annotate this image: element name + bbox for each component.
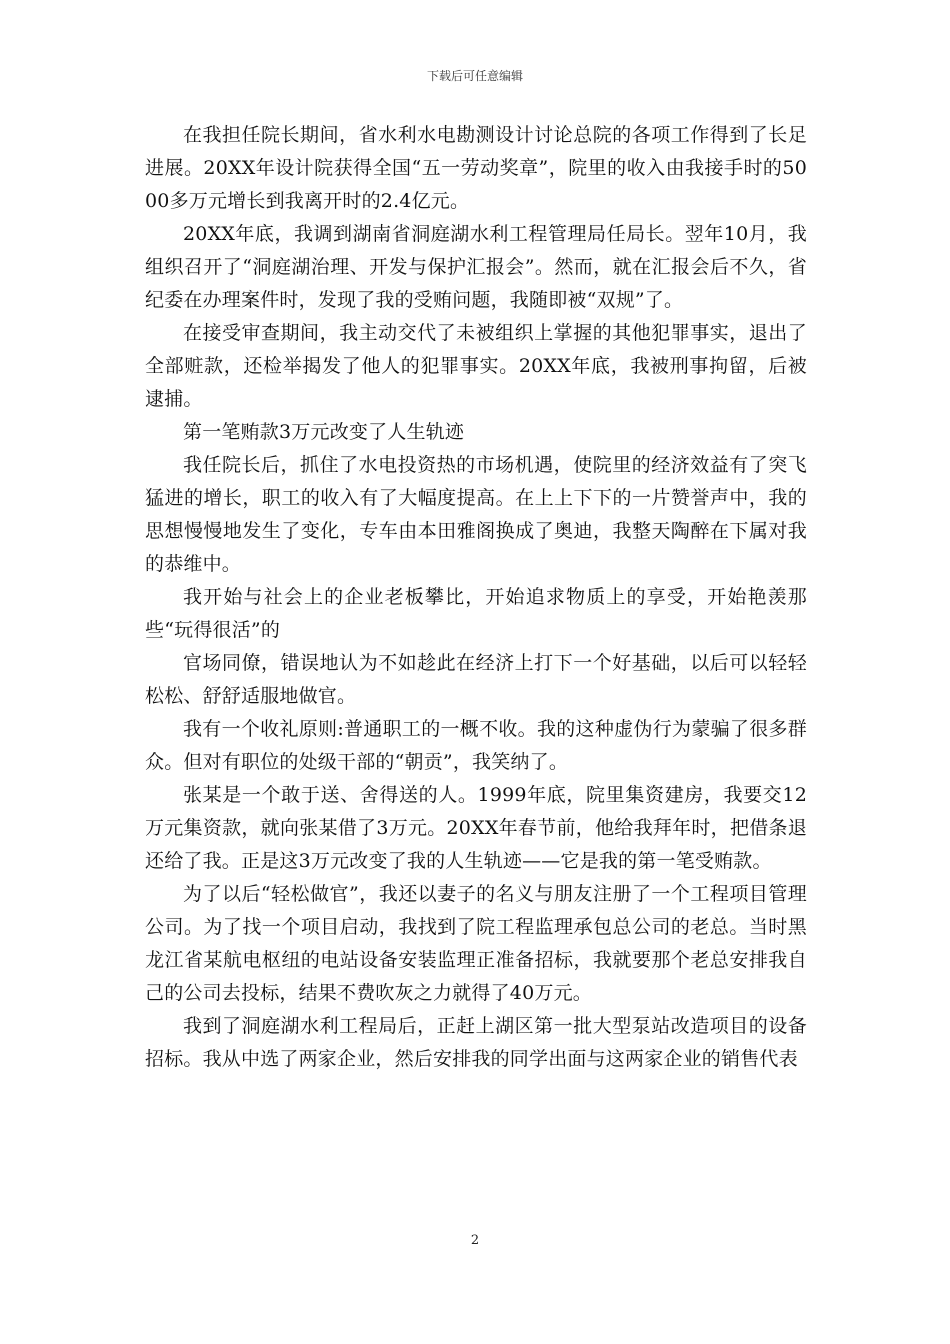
paragraph: 为了以后“轻松做官”，我还以妻子的名义与朋友注册了一个工程项目管理公司。为了找一个项目启动，我找到了院工程监理承包总公司的老总。当时黑龙江省某航电枢纽的电站设备安装监理正准备招标，我就要那个老总安排我自己的公司去投标，结果不费吹灰之力就得了40万元。 bbox=[145, 883, 807, 1004]
section-heading: 第一笔贿款3万元改变了人生轨迹 bbox=[183, 421, 465, 443]
document-body bbox=[145, 119, 807, 1076]
paragraph: 我有一个收礼原则:普通职工的一概不收。我的这种虚伪行为蒙骗了很多群众。但对有职位的处级干部的“朝贡”，我笑纳了。 bbox=[145, 718, 807, 773]
paragraph: 在接受审查期间，我主动交代了未被组织上掌握的其他犯罪事实，退出了全部赃款，还检举揭发了他人的犯罪事实。20XX年底，我被刑事拘留，后被逮捕。 bbox=[145, 322, 807, 410]
paragraph: 在我担任院长期间，省水利水电勘测设计讨论总院的各项工作得到了长足进展。20XX年设计院获得全国“五一劳动奖章”，院里的收入由我接手时的5000多万元增长到我离开时的2.4亿元。 bbox=[145, 124, 807, 212]
paragraph: 张某是一个敢于送、舍得送的人。1999年底，院里集资建房，我要交12万元集资款，就向张某借了3万元。20XX年春节前，他给我拜年时，把借条退还给了我。正是这3万元改变了我的人生轨迹——它是我的第一笔受贿款。 bbox=[145, 784, 807, 872]
page-number: 2 bbox=[470, 1233, 480, 1248]
paragraph: 20XX年底，我调到湖南省洞庭湖水利工程管理局任局长。翌年10月，我组织召开了“洞庭湖治理、开发与保护汇报会”。然而，就在汇报会后不久，省纪委在办理案件时，发现了我的受贿问题，我随即被“双规”了。 bbox=[145, 223, 807, 311]
paragraph: 官场同僚，错误地认为不如趁此在经济上打下一个好基础，以后可以轻轻松松、舒舒适服地做官。 bbox=[145, 652, 807, 707]
paragraph: 我到了洞庭湖水利工程局后，正赶上湖区第一批大型泵站改造项目的设备招标。我从中选了两家企业，然后安排我的同学出面与这两家企业的销售代表 bbox=[145, 1015, 807, 1070]
paragraph: 我开始与社会上的企业老板攀比，开始追求物质上的享受，开始艳羡那些“玩得很活”的 bbox=[145, 586, 807, 641]
page-header: 下载后可任意编辑 bbox=[426, 69, 523, 83]
paragraph: 我任院长后，抓住了水电投资热的市场机遇，使院里的经济效益有了突飞猛进的增长，职工的收入有了大幅度提高。在上上下下的一片赞誉声中，我的思想慢慢地发生了变化，专车由本田雅阁换成了奥迪，我整天陶醉在下属对我的恭维中。 bbox=[145, 454, 807, 575]
